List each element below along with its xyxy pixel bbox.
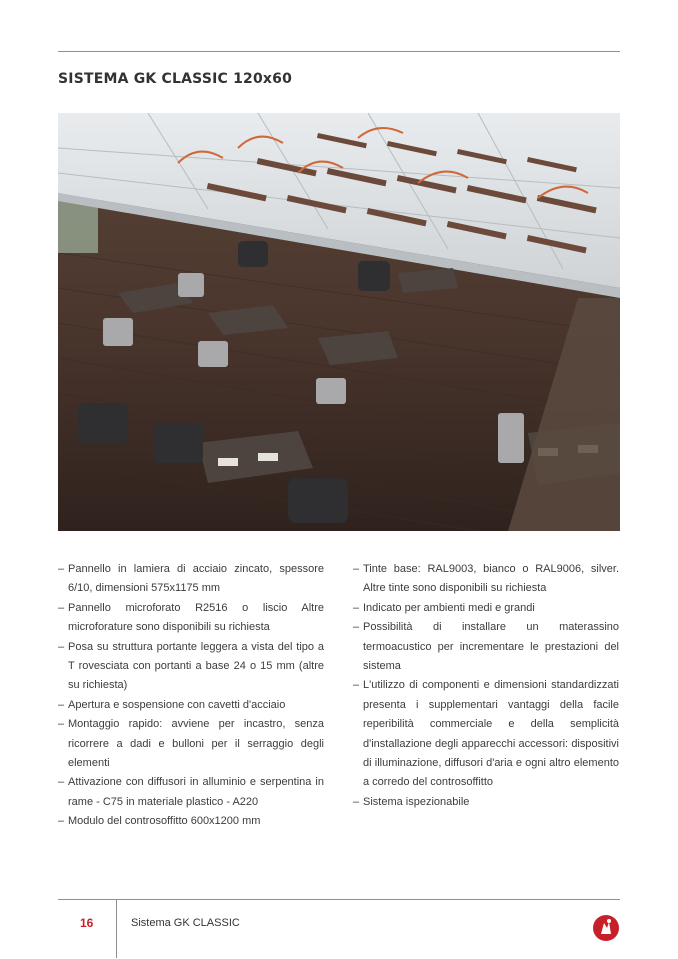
feature-item: – Indicato per ambienti medi e grandi xyxy=(353,601,535,614)
feature-item: – Montaggio rapido: avviene per incastro, senza ricorrere a dadi e bulloni per il serraggio degli elementi xyxy=(58,718,324,770)
bottom-divider xyxy=(58,899,620,900)
footer-vertical-divider xyxy=(116,900,117,958)
feature-item: – Apertura e sospensione con cavetti d'acciaio xyxy=(58,698,286,711)
page-title: SISTEMA GK CLASSIC 120x60 xyxy=(58,71,293,87)
feature-item: – Pannello microforato R2516 o liscio Altre microforature sono disponibili su richiesta xyxy=(58,601,324,634)
feature-item: – Posa su struttura portante leggera a vista del tipo a T rovesciata con portanti a base 24 o 15 mm (altre su richiesta) xyxy=(58,640,324,692)
page-number: 16 xyxy=(80,916,94,930)
restaurant-ceiling-photo xyxy=(58,113,620,531)
features-left-column xyxy=(58,560,324,832)
feature-item: – L'utilizzo di componenti e dimensioni standardizzati presenta i supplementari vantaggi della facile reperibilità commerciale e della semplicità d'installazione degli apparecchi accessori: dispositivi di illuminazione, diffusori d'aria e ogni altro elemento a corredo del controsoffitto xyxy=(353,679,619,789)
feature-item: – Pannello in lamiera di acciaio zincato, spessore 6/10, dimensioni 575x1175 mm xyxy=(58,563,324,595)
brand-logo-icon xyxy=(592,914,620,942)
feature-item: – Sistema ispezionabile xyxy=(353,795,470,808)
features-right-column xyxy=(353,560,619,812)
feature-item: – Attivazione con diffusori in alluminio e serpentina in rame - C75 in materiale plastico - A220 xyxy=(58,776,324,808)
top-divider xyxy=(58,51,620,52)
feature-item: – Modulo del controsoffitto 600x1200 mm xyxy=(58,815,261,828)
feature-item: – Tinte base: RAL9003, bianco o RAL9006, silver. Altre tinte sono disponibili su richiesta xyxy=(353,563,619,595)
feature-item: – Possibilità di installare un materassino termoacustico per incrementare le prestazioni del sistema xyxy=(353,621,619,673)
footer-section-title: Sistema GK CLASSIC xyxy=(131,917,240,929)
